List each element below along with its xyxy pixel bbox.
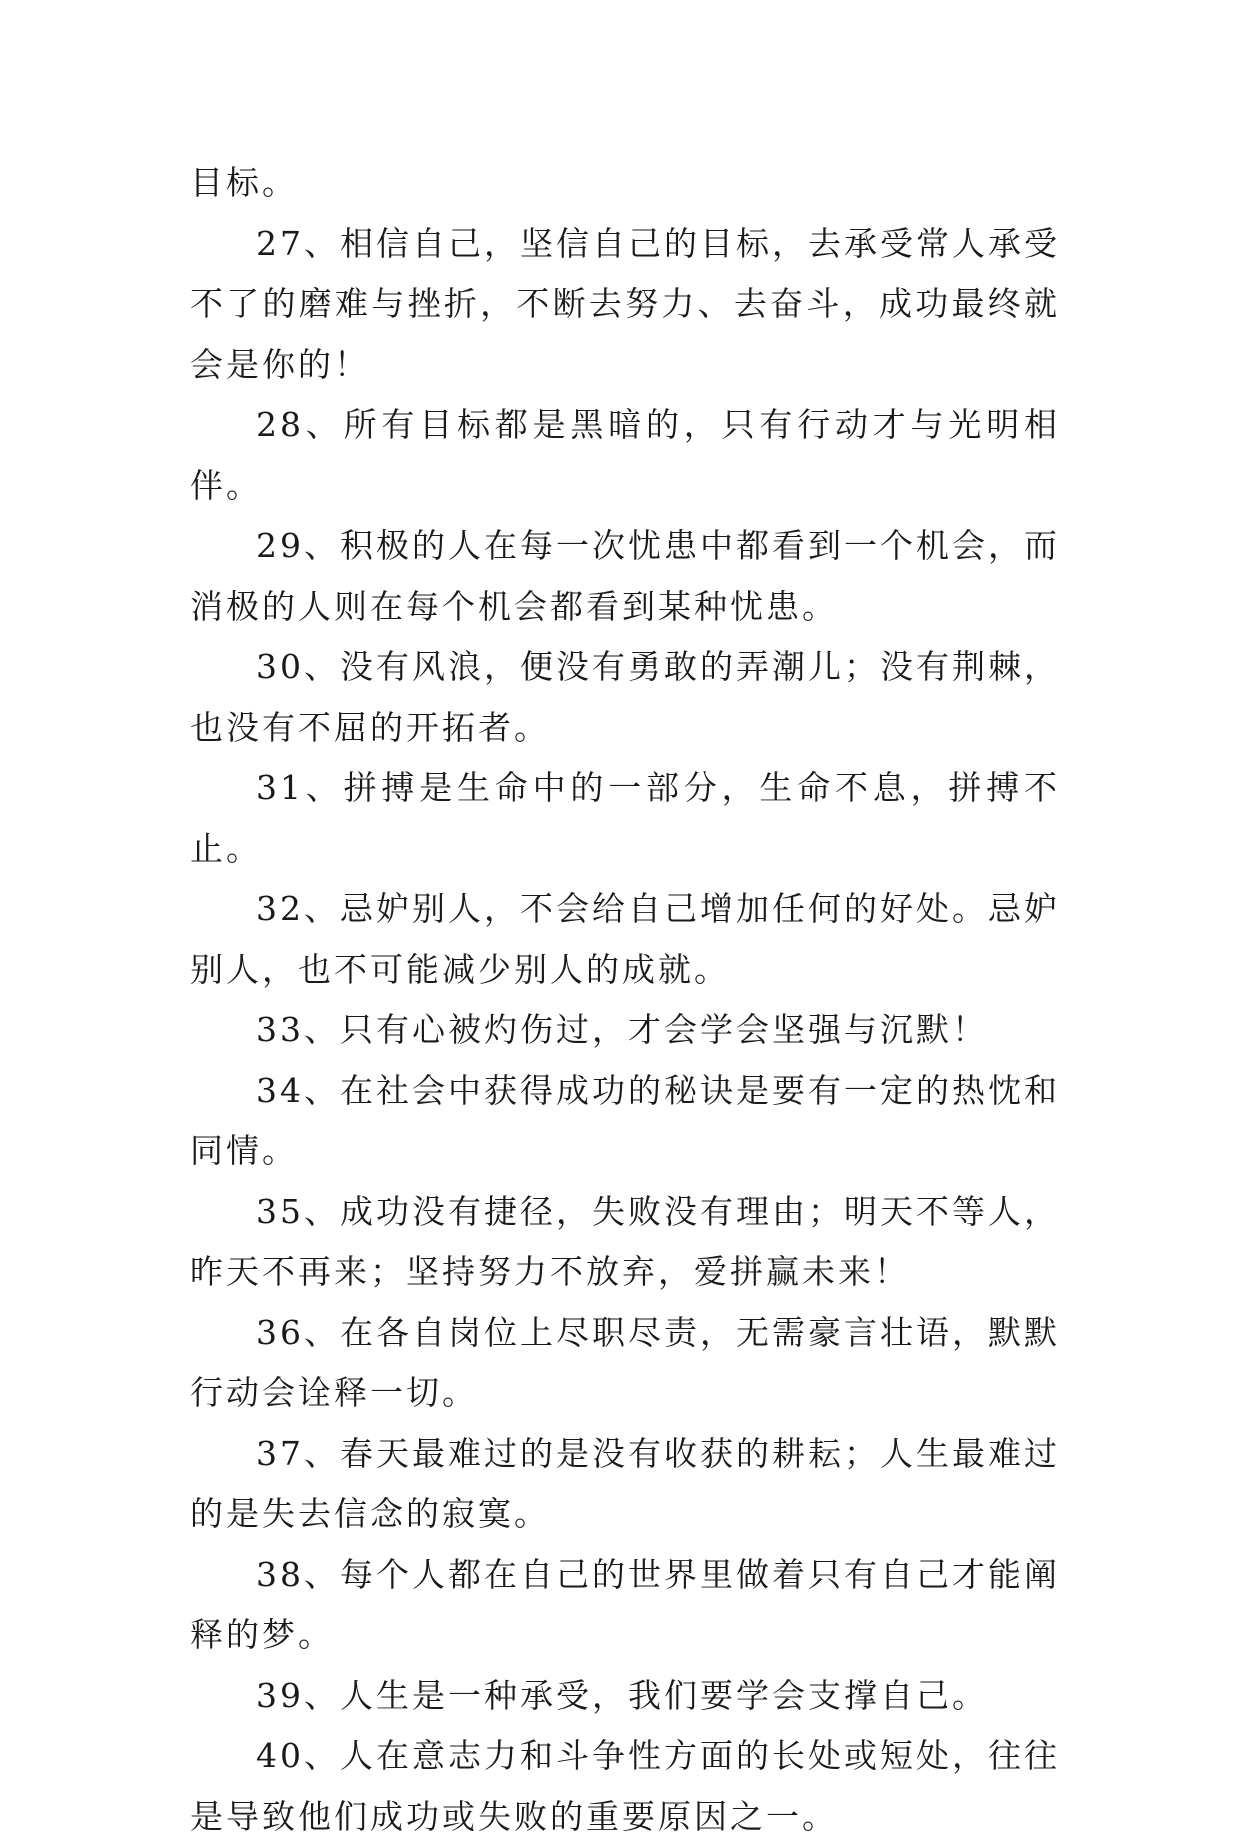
paragraph-40: 40、人在意志力和斗争性方面的长处或短处，往往是导致他们成功或失败的重要原因之一。 [190,1736,1060,1836]
paragraph-30: 30、没有风浪，便没有勇敢的弄潮儿；没有荆棘，也没有不屈的开拓者。 [190,647,1060,747]
paragraph-34: 34、在社会中获得成功的秘诀是要有一定的热忱和同情。 [190,1070,1060,1170]
paragraph-38: 38、每个人都在自己的世界里做着只有自己才能阐释的梦。 [190,1554,1060,1654]
paragraph-37: 37、春天最难过的是没有收获的耕耘；人生最难过的是失去信念的寂寞。 [190,1433,1060,1533]
paragraph-continuation: 目标。 [190,163,298,202]
paragraph-33: 33、只有心被灼伤过，才会学会坚强与沉默！ [256,1010,988,1049]
paragraph-29: 29、积极的人在每一次忧患中都看到一个机会，而消极的人则在每个机会都看到某种忧患。 [190,526,1060,626]
paragraph-32: 32、忌妒别人，不会给自己增加任何的好处。忌妒别人，也不可能减少别人的成就。 [190,889,1060,989]
paragraph-28: 28、所有目标都是黑暗的，只有行动才与光明相伴。 [190,405,1060,505]
paragraph-31: 31、拼搏是生命中的一部分，生命不息，拼搏不止。 [190,768,1060,868]
paragraph-35: 35、成功没有捷径，失败没有理由；明天不等人，昨天不再来；坚持努力不放弃，爱拼赢未来！ [190,1191,1060,1291]
paragraph-39: 39、人生是一种承受，我们要学会支撑自己。 [256,1675,988,1715]
document-body [190,153,1060,1847]
paragraph-27: 27、相信自己，坚信自己的目标，去承受常人承受不了的磨难与挫折，不断去努力、去奋斗，成功最终就会是你的！ [190,223,1060,384]
paragraph-36: 36、在各自岗位上尽职尽责，无需豪言壮语，默默行动会诠释一切。 [190,1312,1060,1412]
